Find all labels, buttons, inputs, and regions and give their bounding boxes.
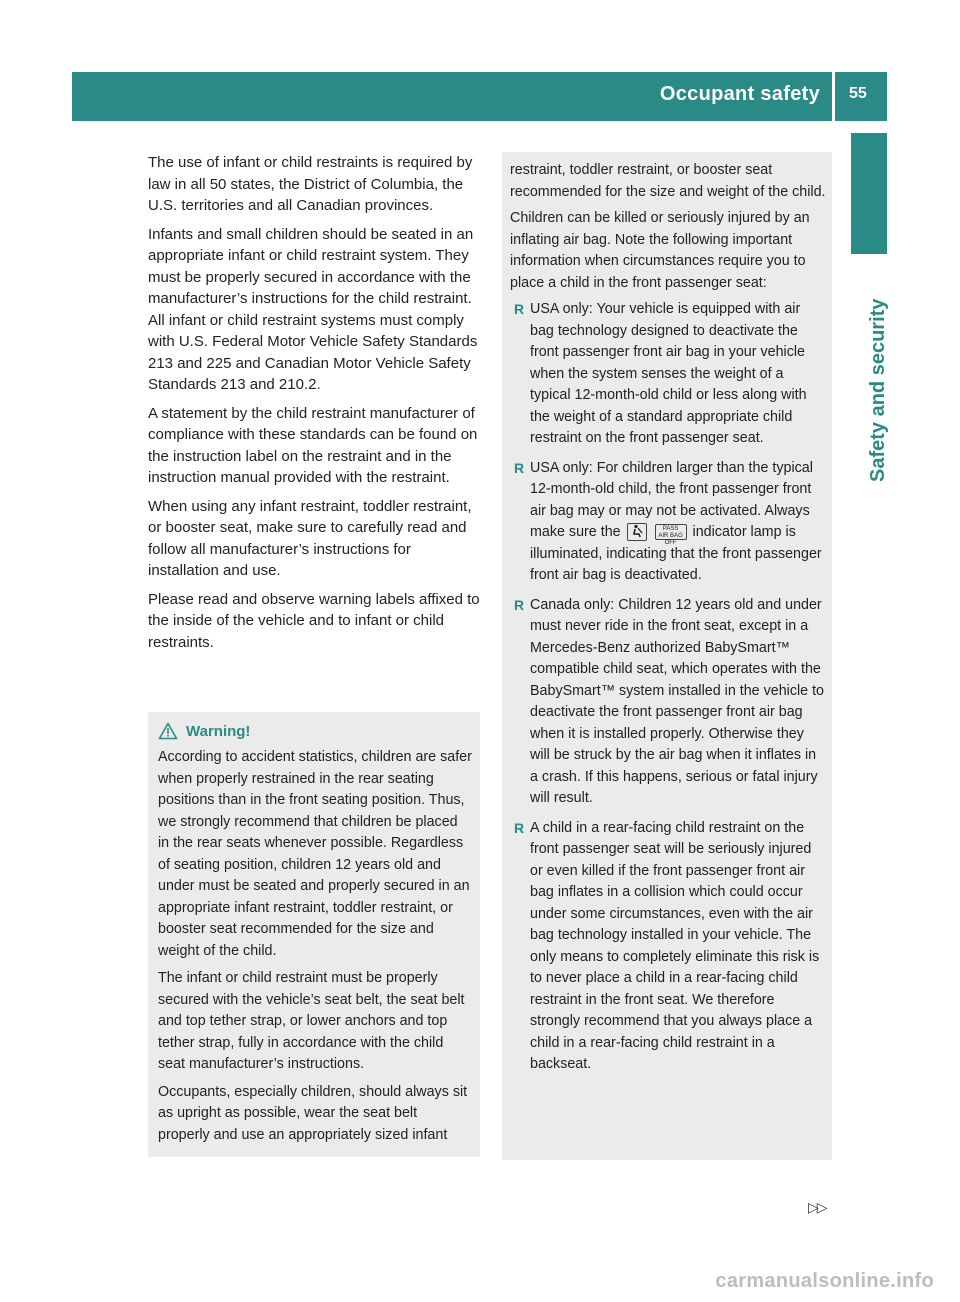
list-item [510, 299, 826, 450]
list-item [510, 458, 826, 587]
pass-airbag-off-icon [655, 524, 687, 547]
paragraph: restraint, toddler restraint, or booster seat recommended for the size and weight of the child. [510, 162, 826, 200]
list-item-text-part: indicator lamp is illuminated, indicating that the front passenger front air bag is deactivated. [530, 524, 822, 583]
section-label-text: Safety and security [867, 298, 889, 482]
indicator-label-line2: AIR BAG OFF [658, 533, 683, 547]
left-column [148, 152, 482, 660]
paragraph: Children can be killed or seriously injured by an inflating air bag. Note the following important information when circumstances require you to place a child in the front passenger seat: [510, 210, 810, 291]
indicator-label-line1: PASS [662, 526, 679, 533]
warning-triangle-icon [158, 722, 178, 740]
warning-paragraph: Occupants, especially children, should always sit as upright as possible, wear the seat belt properly and use an appropriately sized infant [158, 1083, 468, 1143]
warning-paragraph: The infant or child restraint must be properly secured with the vehicle’s seat belt, the seat belt and top tether strap, or lower anchors and top tether strap, fully in accordance with the child seat manufacturer’s instructions. [158, 970, 465, 1072]
list-item [510, 818, 826, 1076]
section-tab [851, 133, 887, 254]
warning-paragraph: According to accident statistics, children are safer when properly restrained in the rear seating positions than in the front seating position. Thus, we strongly recommend that children be placed in the rear seats whenever possible. Regardless of seating position, children 12 years old and under must be seated and properly secured in an appropriate infant restraint, toddler restraint, or booster seat recommended for the size and weight of the child. [158, 749, 472, 959]
airbag-indicator-icon [627, 523, 647, 541]
list-item-text-part: USA only: For children larger than the typical 12-month-old child, the front passenger front air bag may or may not be activated. Always make sure the [530, 459, 813, 540]
warning-title: Warning! [186, 722, 251, 740]
section-label [836, 260, 896, 500]
paragraph: Please read and observe warning labels affixed to the inside of the vehicle and to infant or child restraints. [148, 590, 480, 651]
bullet-marker: R [514, 596, 525, 613]
page-title: Occupant safety [659, 83, 820, 105]
list-item-text [530, 458, 826, 587]
paragraph: Infants and small children should be seated in an appropriate infant or child restraint system. They must be properly secured in accordance with the manufacturer’s instructions for the child restraint. All infant or child restraint systems must comply with U.S. Federal Motor Vehicle Safety Standards 213 and 225 and Canadian Motor Vehicle Safety Standards 213 and 210.2. [148, 225, 478, 393]
paragraph: The use of infant or child restraints is required by law in all 50 states, the District of Columbia, the U.S. territories and all Canadian provinces. [148, 154, 473, 214]
seat-occupant-icon [630, 524, 644, 538]
warning-header [158, 717, 472, 745]
warning-box [148, 712, 480, 1157]
right-column-box [502, 152, 832, 1160]
watermark: carmanualsonline.info [715, 1270, 934, 1292]
list-item-text: USA only: Your vehicle is equipped with air bag technology designed to deactivate the front passenger front air bag in your vehicle when the system senses the weight of a typical 12-month-old child or less along with the weight of a standard appropriate child restraint on the front passenger seat. [530, 301, 807, 446]
bullet-marker: R [514, 819, 525, 836]
header-bar [72, 72, 832, 121]
paragraph: A statement by the child restraint manufacturer of compliance with these standards can be found on the instruction label on the restraint and in the instruction manual provided with the restraint. [148, 404, 478, 486]
continue-arrow-icon: ▷▷ [808, 1199, 826, 1215]
bullet-marker: R [514, 301, 525, 317]
paragraph: When using any infant restraint, toddler restraint, or booster seat, make sure to carefully read and follow all manufacturer’s instructions for installation and use. [148, 497, 472, 579]
page-number: 55 [849, 85, 867, 102]
bullet-marker: R [514, 459, 525, 476]
list-item-text: Canada only: Children 12 years old and under must never ride in the front seat, except in a Mercedes-Benz authorized BabySmart™ compatible child seat, which operates with the BabySmart™ system installed in the vehicle to deactivate the front passenger front air bag when it is installed properly. Otherwise they will be struck by the air bag when it inflates in a crash. If this happens, serious or fatal injury will result. [530, 596, 825, 806]
list-item [510, 595, 826, 810]
page-number-box [835, 72, 887, 121]
list-item-text: A child in a rear-facing child restraint on the front passenger seat will be seriously injured or even killed if the front passenger front air bag inflates in a collision which could occur under some circumstances, even with the air bag technology installed in your vehicle. The only means to completely eliminate this risk is to never place a child in a rear-facing child restraint in the front seat. We therefore strongly recommend that you always place a child in a rear-facing child restraint in a backseat. [530, 819, 820, 1072]
